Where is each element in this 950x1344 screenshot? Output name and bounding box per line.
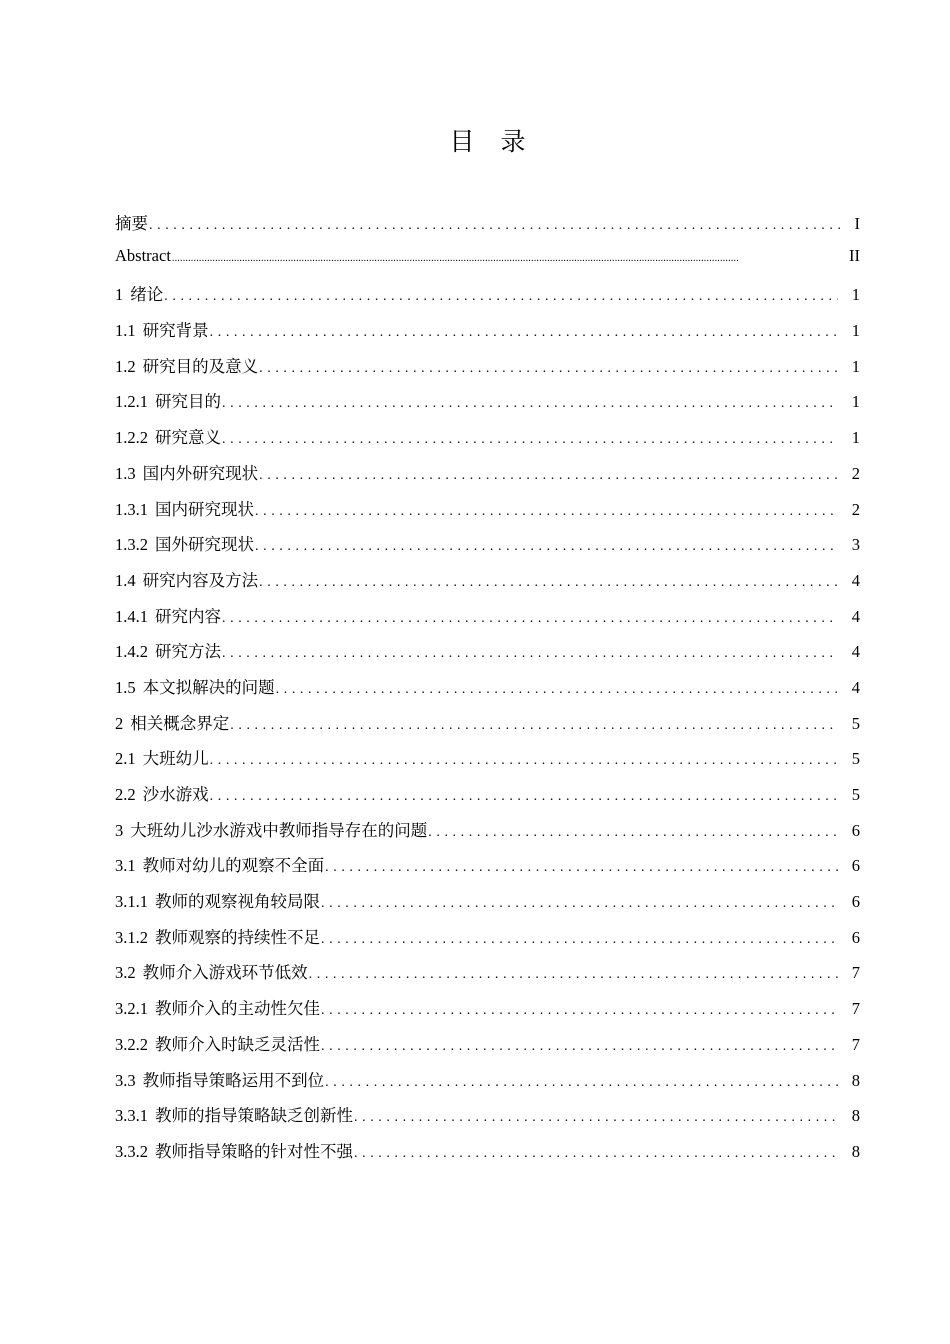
toc-entry-page-number: 6 (851, 856, 860, 876)
dot-leader (230, 718, 838, 734)
toc-entry-text: 国内研究现状 (155, 499, 254, 519)
toc-entry-text: 相关概念界定 (130, 713, 230, 733)
dot-leader (321, 1039, 838, 1055)
toc-entry-text: 研究背景 (142, 321, 209, 341)
dot-leader (325, 1075, 838, 1091)
toc-entry-number: 2.1 (115, 749, 136, 769)
dot-leader (222, 432, 838, 448)
toc-entry[interactable] (115, 745, 860, 781)
toc-entry-label (115, 1031, 320, 1055)
toc-entry-label (115, 638, 221, 662)
dot-leader (321, 1003, 838, 1019)
toc-entry[interactable] (115, 603, 860, 639)
dot-leader (210, 753, 838, 769)
toc-entry-label (115, 781, 209, 805)
toc-entry-number: 3.3.1 (115, 1106, 148, 1126)
toc-entry-label (115, 1102, 353, 1126)
dot-leader (321, 932, 838, 948)
toc-entry-page-number: 8 (851, 1141, 860, 1161)
toc-entry-label (115, 531, 254, 555)
toc-entry-label (115, 210, 148, 234)
toc-entry[interactable] (115, 710, 860, 746)
toc-entry-number: 1.3.2 (115, 535, 148, 555)
toc-entry[interactable] (115, 424, 860, 460)
toc-entry-text: 研究意义 (155, 428, 221, 448)
toc-entry-page-number: 5 (851, 785, 860, 804)
toc-entry-text: 绪论 (130, 285, 164, 305)
toc-entry[interactable] (115, 852, 860, 888)
toc-entry[interactable] (115, 1102, 860, 1138)
toc-entry-number: 3.1 (115, 856, 136, 876)
title-char-2: 录 (500, 127, 526, 156)
toc-entry-label (115, 888, 320, 912)
toc-entry-number: 1.4.2 (115, 642, 148, 662)
toc-entry[interactable] (115, 1138, 860, 1174)
dot-leader (309, 967, 838, 983)
toc-entry-label (115, 924, 320, 948)
toc-entry-label (115, 281, 163, 305)
toc-entry-page-number: 4 (851, 570, 860, 590)
toc-entry-label (115, 317, 209, 341)
toc-entry-label (115, 710, 229, 734)
toc-entry-number: 1.4 (115, 570, 136, 590)
dot-leader (428, 825, 838, 841)
toc-entry-text: 教师介入时缺乏灵活性 (155, 1034, 320, 1054)
toc-entry-label (115, 424, 221, 448)
toc-entry-number: 1.3 (115, 463, 136, 483)
dot-leader (259, 468, 838, 484)
toc-entry-page-number: 7 (851, 1034, 860, 1054)
toc-entry-text: 教师指导策略运用不到位 (142, 1070, 325, 1090)
toc-entry-text: 沙水游戏 (142, 785, 209, 804)
toc-entry-page-number: 1 (851, 428, 860, 448)
toc-entry-text: 教师的指导策略缺乏创新性 (155, 1106, 353, 1126)
toc-entry[interactable] (115, 246, 860, 282)
toc-entry-text: 教师的观察视角较局限 (155, 892, 320, 912)
toc-entry-text: Abstract (115, 245, 171, 265)
toc-entry[interactable] (115, 674, 860, 710)
toc-entry-page-number: II (849, 245, 860, 265)
toc-entry-label (115, 496, 254, 520)
page-title (0, 122, 950, 158)
toc-entry-page-number: 8 (851, 1106, 860, 1126)
dot-leader (210, 789, 838, 805)
dot-leader (354, 1110, 838, 1126)
toc-entry-page-number: 1 (851, 321, 860, 341)
toc-entry-number: 3.3 (115, 1070, 136, 1090)
toc-entry[interactable] (115, 888, 860, 924)
toc-entry-page-number: 4 (851, 606, 860, 626)
dot-leader (259, 575, 838, 591)
toc-entry-page-number: 1 (851, 392, 860, 412)
toc-entry-page-number: 4 (851, 642, 860, 662)
toc-entry-number: 1 (115, 285, 124, 305)
toc-entry-text: 教师介入游戏环节低效 (142, 963, 308, 983)
toc-entry-label (115, 567, 258, 591)
toc-entry-page-number: 2 (851, 463, 860, 483)
toc-entry-label (115, 460, 258, 484)
dot-leader (354, 1146, 838, 1162)
toc-entry-number: 1.1 (115, 321, 136, 341)
dot-leader (321, 896, 838, 912)
toc-entry-text: 研究内容及方法 (142, 570, 259, 590)
toc-entry-number: 3 (115, 820, 124, 840)
dot-leader (222, 646, 838, 662)
toc-entry-label (115, 603, 221, 627)
toc-entry[interactable] (115, 924, 860, 960)
dot-leader (172, 253, 846, 264)
toc-entry-number: 2 (115, 713, 124, 733)
toc-entry-page-number: 6 (851, 820, 860, 840)
dot-leader (259, 361, 838, 377)
toc-entry-text: 研究方法 (155, 642, 221, 662)
toc-entry-label (115, 745, 209, 769)
toc-entry-number: 1.2.2 (115, 428, 148, 448)
toc-entry-number: 2.2 (115, 785, 136, 804)
toc-entry-number: 3.2.2 (115, 1034, 148, 1054)
toc-entry[interactable] (115, 353, 860, 389)
toc-entry-page-number: 5 (851, 749, 860, 769)
toc-entry-number: 1.5 (115, 677, 136, 697)
toc-entry[interactable] (115, 460, 860, 496)
toc-entry[interactable] (115, 817, 860, 853)
toc-entry[interactable] (115, 1067, 860, 1103)
toc-entry[interactable] (115, 1031, 860, 1067)
toc-entry-number: 1.4.1 (115, 606, 148, 626)
dot-leader (325, 860, 838, 876)
toc-entry-number: 3.1.1 (115, 892, 148, 912)
toc-entry-text: 摘要 (115, 214, 148, 233)
dot-leader (255, 539, 838, 555)
toc-entry-text: 本文拟解决的问题 (142, 677, 275, 697)
toc-entry[interactable] (115, 995, 860, 1031)
toc-entry[interactable] (115, 496, 860, 532)
toc-entry-text: 国内外研究现状 (142, 463, 259, 483)
toc-entry[interactable] (115, 959, 860, 995)
toc-entry[interactable] (115, 210, 860, 246)
toc-entry-text: 国外研究现状 (155, 535, 254, 555)
toc-entry-number: 1.2.1 (115, 392, 148, 412)
toc-entry-label (115, 995, 320, 1019)
toc-entry-page-number: 2 (851, 499, 860, 519)
toc-entry-label (115, 353, 258, 377)
toc-entry-text: 研究目的 (155, 392, 221, 412)
toc-entry-page-number: 1 (851, 285, 860, 305)
toc-entry[interactable] (115, 567, 860, 603)
toc-entry-label (115, 674, 275, 698)
toc-entry-number: 1.3.1 (115, 499, 148, 519)
toc-entry-page-number: 5 (851, 713, 860, 733)
toc-entry-number: 3.2 (115, 963, 136, 983)
toc-entry-label (115, 1067, 324, 1091)
toc-entry-text: 教师指导策略的针对性不强 (155, 1141, 353, 1161)
toc-entry-page-number: 8 (851, 1070, 860, 1090)
toc-entry-page-number: 7 (851, 999, 860, 1019)
toc-entry-label (115, 1138, 353, 1162)
toc-entry[interactable] (115, 781, 860, 817)
toc-entry-page-number: 6 (851, 927, 860, 947)
table-of-contents (115, 210, 860, 1174)
dot-leader (210, 325, 838, 341)
title-char-1: 目 (449, 127, 475, 156)
toc-entry[interactable] (115, 388, 860, 424)
toc-entry-number: 3.1.2 (115, 927, 148, 947)
toc-entry-label (115, 852, 324, 876)
toc-entry-page-number: 1 (851, 356, 860, 376)
dot-leader (255, 504, 838, 520)
toc-entry-label (115, 388, 221, 412)
toc-entry-text: 研究目的及意义 (142, 356, 259, 376)
toc-entry-label (115, 246, 171, 266)
toc-entry-number: 3.2.1 (115, 999, 148, 1019)
dot-leader (164, 289, 838, 305)
toc-entry-text: 研究内容 (155, 606, 221, 626)
dot-leader (222, 396, 838, 412)
toc-entry-page-number: 3 (851, 535, 860, 555)
toc-entry-text: 教师介入的主动性欠佳 (155, 999, 320, 1019)
toc-entry-page-number: 7 (851, 963, 860, 983)
dot-leader (222, 611, 838, 627)
toc-entry-label (115, 959, 308, 983)
toc-entry-number: 3.3.2 (115, 1141, 148, 1161)
toc-entry-text: 大班幼儿 (142, 749, 209, 769)
toc-entry-text: 大班幼儿沙水游戏中教师指导存在的问题 (130, 820, 428, 840)
dot-leader (276, 682, 838, 698)
toc-entry-page-number: 4 (851, 677, 860, 697)
toc-entry-page-number: I (854, 214, 860, 233)
toc-entry-text: 教师观察的持续性不足 (155, 927, 320, 947)
toc-entry[interactable] (115, 317, 860, 353)
toc-entry-text: 教师对幼儿的观察不全面 (142, 856, 325, 876)
dot-leader (149, 218, 846, 234)
toc-entry-page-number: 6 (851, 892, 860, 912)
toc-entry[interactable] (115, 531, 860, 567)
toc-entry[interactable] (115, 638, 860, 674)
toc-entry-label (115, 817, 427, 841)
toc-entry[interactable] (115, 281, 860, 317)
toc-entry-number: 1.2 (115, 356, 136, 376)
